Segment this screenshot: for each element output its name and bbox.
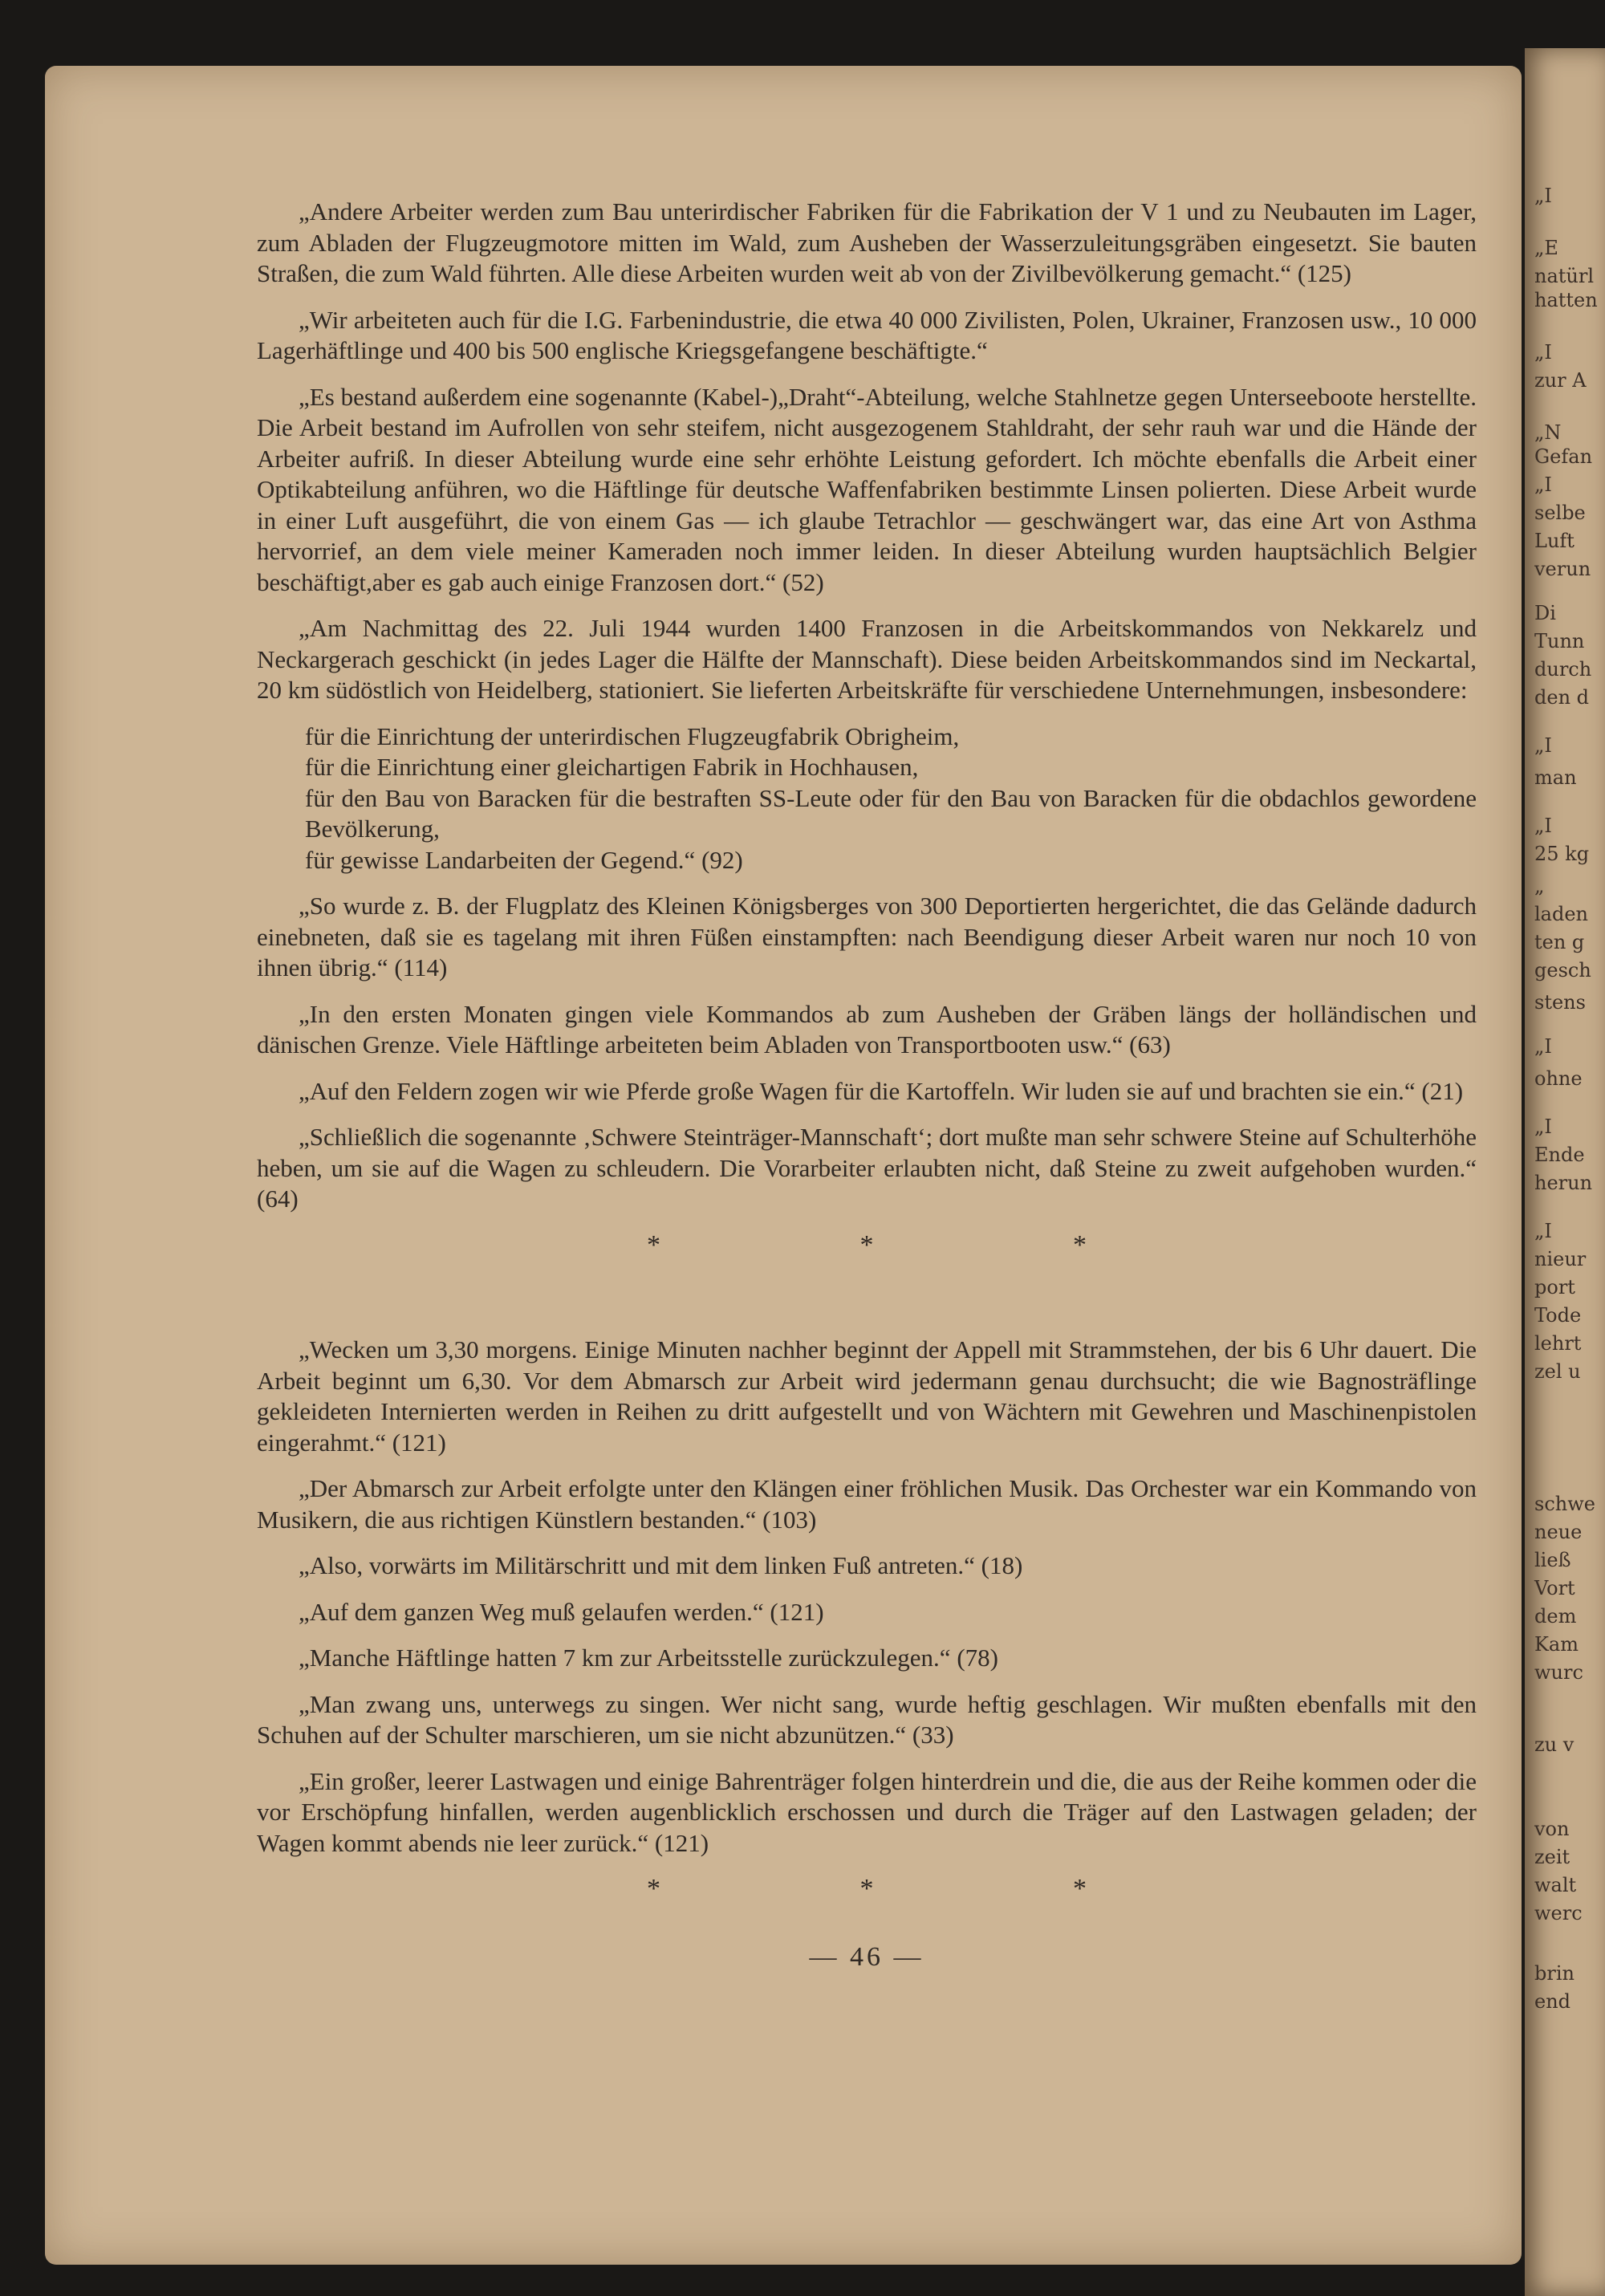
adjacent-page-fragment: gesch — [1534, 959, 1591, 981]
section-separator: * * * — [647, 1229, 1183, 1260]
adjacent-page-fragment: selbe — [1534, 502, 1586, 524]
list-item: für die Einrichtung der unterirdischen Flugzeugfabrik Obrigheim, — [305, 721, 960, 750]
adjacent-page-fragment: ten g — [1534, 931, 1585, 953]
adjacent-page-fragment: herun — [1534, 1172, 1593, 1194]
adjacent-page-fragment: Vort — [1534, 1577, 1575, 1599]
adjacent-page-fragment: wurc — [1534, 1661, 1583, 1684]
section-separator: * * * — [647, 1874, 1183, 1904]
adjacent-page-fragment: Tunn — [1534, 630, 1585, 652]
adjacent-page-fragment: zel u — [1534, 1360, 1581, 1383]
quote-paragraph: „Auf den Feldern zogen wir wie Pferde große Wagen für die Kartoffeln. Wir luden sie auf und brachten sie ein.“ (21) — [299, 1076, 1464, 1105]
quote-paragraph: „Der Abmarsch zur Arbeit erfolgte unter den Klängen einer fröhlichen Musik. Das Orchester war ein Kommando von Musikern, die aus richtigen Künstlern bestanden.“ (103) — [257, 1474, 1477, 1534]
quote-paragraph: „Es bestand außerdem eine sogenannte (Kabel-)„Draht“-Abteilung, welche Stahlnetze gegen Unterseeboote herstellte. Die Arbeit bestand im Aufrollen von sehr steifem, nicht ausgezogenem Stahldraht, der sehr rauh war und die Hände der Arbeiter aufriß. In dieser Abteilung wurde eine sehr erhöhte Leistung gefordert. Ich möchte ebenfalls die Arbeit einer Optikabteilung anführen, wo die Häftlinge für deutsche Waffenfabriken bestimmte Linsen polierten. Diese Arbeit wurde in einer Luft ausgeführt, die von einem Gas — ich glaube Tetrachlor — geschwängert war, das eine Art von Asthma hervorrief, an dem viele meiner Kameraden noch immer leiden. In dieser Abteilung wurden hauptsächlich Belgier beschäftigt,aber es gab auch einige Franzosen dort.“ (52) — [257, 382, 1477, 596]
paragraph-group-c — [257, 1335, 1477, 1859]
adjacent-page-fragment: „I — [1534, 1035, 1552, 1058]
quote-paragraph: „Schließlich die sogenannte ‚Schwere Steinträger-Mannschaft‘; dort mußte man sehr schwere Steine auf Schulterhöhe heben, um sie auf die Wagen zu schleudern. Die Vorarbeiter erlaubten nicht, daß Steine zu zweit aufgehoben wurden.“ (64) — [257, 1123, 1477, 1213]
adjacent-page-fragment: nieur — [1534, 1248, 1587, 1270]
quote-paragraph: „Man zwang uns, unterwegs zu singen. Wer nicht sang, wurde heftig geschlagen. Wir mußten ebenfalls mit den Schuhen auf der Schulter marschieren, um sie nicht abzunützen.“ (33) — [257, 1689, 1477, 1749]
adjacent-page-fragment: „ — [1534, 875, 1545, 897]
adjacent-page-fragment: natürl — [1534, 265, 1595, 287]
adjacent-page-fragment: zur A — [1534, 369, 1587, 392]
quote-paragraph: „Andere Arbeiter werden zum Bau unterirdischer Fabriken für die Fabrikation der V 1 und zu Neubauten im Lager, zum Abladen der Flugzeugmotore mitten im Wald, zum Ausheben der Wasserzuleitungsgräben eingesetzt. Sie bauten Straßen, die zum Wald führten. Alle diese Arbeiten wurden weit ab von der Zivilbevölkerung gemacht.“ (125) — [257, 197, 1477, 287]
adjacent-page-fragment: „I — [1534, 185, 1552, 207]
adjacent-page-fragment: Di — [1534, 602, 1556, 624]
quote-paragraph: „In den ersten Monaten gingen viele Kommandos ab zum Ausheben der Gräben längs der holländischen und dänischen Grenze. Viele Häftlinge arbeiteten beim Abladen von Transportbooten usw.“ (63) — [257, 999, 1477, 1059]
adjacent-page-fragment: zu v — [1534, 1733, 1575, 1756]
list-item: für gewisse Landarbeiten der Gegend.“ (92) — [305, 845, 743, 874]
adjacent-page-fragment: Kam — [1534, 1633, 1579, 1656]
quote-paragraph: „Ein großer, leerer Lastwagen und einige Bahrenträger folgen hinterdrein und die, die aus der Reihe kommen oder die vor Erschöpfung hinfallen, werden augenblicklich erschossen und durch die Träger auf den Lastwagen geladen; der Wagen kommt abends nie leer zurück.“ (121) — [257, 1766, 1477, 1857]
page-text — [257, 197, 1477, 1973]
adjacent-page-fragment: werc — [1534, 1902, 1583, 1924]
quote-paragraph: „Auf dem ganzen Weg muß gelaufen werden.“ (121) — [299, 1597, 824, 1626]
adjacent-page-fragment: ließ — [1534, 1549, 1571, 1571]
quote-paragraph: „Manche Häftlinge hatten 7 km zur Arbeitsstelle zurückzulegen.“ (78) — [299, 1644, 998, 1672]
adjacent-page-fragment: dem — [1534, 1605, 1577, 1628]
adjacent-page-fragment: Luft — [1534, 530, 1575, 552]
adjacent-page-fragment: lehrt — [1534, 1332, 1582, 1355]
adjacent-page-fragment: zeit — [1534, 1846, 1570, 1868]
adjacent-page-fragment: port — [1534, 1276, 1575, 1298]
adjacent-page-fragment: „I — [1534, 473, 1552, 496]
quote-paragraph: „Am Nachmittag des 22. Juli 1944 wurden 1400 Franzosen in die Arbeitskommandos von Nekkarelz und Neckargerach geschickt (in jedes Lager die Hälfte der Mannschaft). Diese beiden Arbeitskommandos sind im Neckartal, 20 km südöstlich von Heidelberg, stationiert. Sie lieferten Arbeitskräfte für verschiedene Unternehmungen, insbesondere: — [257, 614, 1477, 704]
list-item: für die Einrichtung einer gleichartigen Fabrik in Hochhausen, — [305, 753, 919, 781]
adjacent-page-fragment: „N — [1534, 421, 1562, 444]
quote-paragraph: „Wecken um 3,30 morgens. Einige Minuten nachher beginnt der Appell mit Strammstehen, der bis 6 Uhr dauert. Die Arbeit beginnt um 6,30. Vor dem Abmarsch zur Arbeit wird jedermann genau durchsucht; die wie Bagnosträflinge gekleideten Internierten werden in Reihen zu dritt aufgestellt und von Wächtern mit Gewehren und Maschinenpistolen eingerahmt.“ (121) — [257, 1335, 1477, 1457]
quote-paragraph: „Wir arbeiteten auch für die I.G. Farbenindustrie, die etwa 40 000 Zivilisten, Polen, Ukrainer, Franzosen usw., 10 000 Lagerhäftlinge und 400 bis 500 englische Kriegsgefangene beschäftigte.“ — [257, 305, 1477, 364]
adjacent-page-fragment: „I — [1534, 341, 1552, 364]
paragraph-group-a — [257, 197, 1477, 706]
adjacent-page-fragment: Tode — [1534, 1304, 1582, 1327]
adjacent-page-fragment: den d — [1534, 686, 1590, 709]
adjacent-page-fragment: 25 kg — [1534, 843, 1590, 865]
adjacent-page-fragment: brin — [1534, 1962, 1575, 1985]
adjacent-page-fragment: durch — [1534, 658, 1592, 681]
adjacent-page-fragment: ohne — [1534, 1067, 1583, 1090]
adjacent-page-fragment: end — [1534, 1990, 1571, 2013]
adjacent-page-fragment: „I — [1534, 734, 1552, 757]
adjacent-page-fragment: „I — [1534, 815, 1552, 837]
quote-paragraph: „Also, vorwärts im Militärschritt und mit dem linken Fuß antreten.“ (18) — [299, 1551, 1023, 1579]
adjacent-page-fragment: schwe — [1534, 1493, 1595, 1515]
adjacent-page-fragment: von — [1534, 1818, 1570, 1840]
adjacent-page-fragment: Ende — [1534, 1144, 1585, 1166]
adjacent-page-fragment: walt — [1534, 1874, 1577, 1896]
adjacent-page-fragment: neue — [1534, 1521, 1583, 1543]
adjacent-page-fragment: stens — [1534, 991, 1586, 1014]
adjacent-page-edge — [1525, 48, 1605, 2296]
adjacent-page-fragment: „I — [1534, 1115, 1552, 1138]
adjacent-page-fragment: verun — [1534, 558, 1591, 580]
enumeration-list — [257, 721, 1477, 876]
adjacent-page-fragment: „I — [1534, 1220, 1552, 1242]
adjacent-page-fragment: laden — [1534, 903, 1589, 925]
adjacent-page-fragment: Gefan — [1534, 445, 1593, 468]
paragraph-group-b — [257, 891, 1477, 1215]
adjacent-page-fragment: „E — [1534, 237, 1558, 259]
list-item: für den Bau von Baracken für die bestraften SS-Leute oder für den Bau von Baracken für die obdachlos gewordene Bevölkerung, — [305, 783, 1477, 843]
adjacent-page-fragment: hatten — [1534, 289, 1598, 311]
adjacent-page-fragment: man — [1534, 766, 1577, 789]
quote-paragraph: „So wurde z. B. der Flugplatz des Kleinen Königsberges von 300 Deportierten hergerichtet, die das Gelände dadurch einebneten, daß sie es tagelang mit ihren Füßen einstampften: nach Beendigung dieser Arbeit waren nur noch 10 von ihnen übrig.“ (114) — [257, 892, 1477, 981]
page-number: — 46 — — [809, 1941, 924, 1972]
